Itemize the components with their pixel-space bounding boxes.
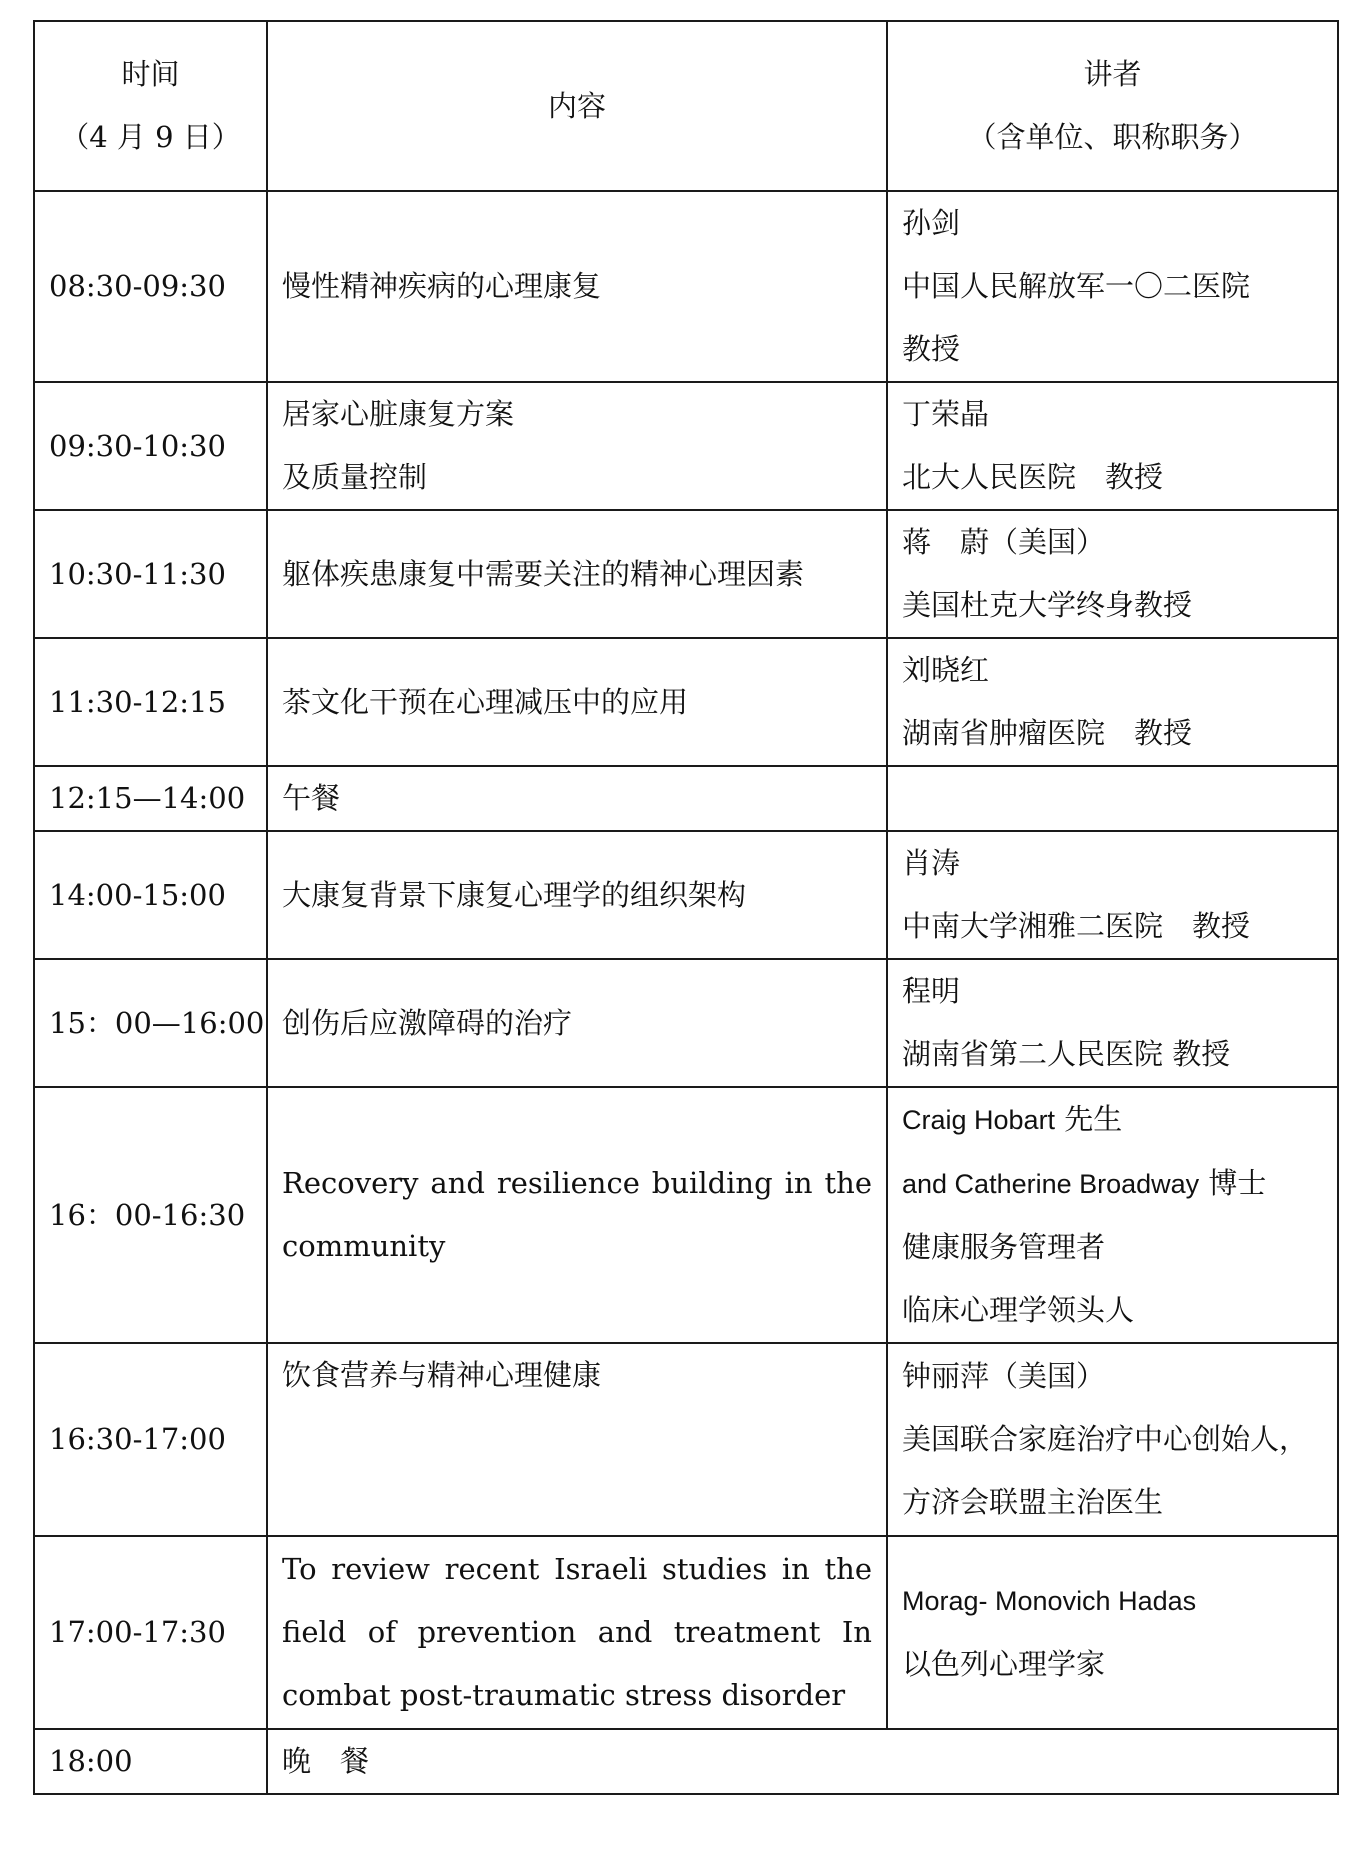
speaker-cell [887, 766, 1338, 831]
speaker-name: 丁荣晶 [902, 397, 990, 431]
header-time-cell [34, 21, 267, 191]
speaker-affiliation: 湖南省肿瘤医院 教授 [902, 716, 1193, 750]
content-cell [267, 510, 887, 638]
table-row [34, 766, 1338, 831]
content-cell: To review recent Israeli studies in the field of prevention and treatment In combat post-traumatic stress disorder [267, 1536, 887, 1729]
speaker-title: 教授 [902, 332, 961, 366]
speaker-affiliation: 美国杜克大学终身教授 [902, 588, 1193, 622]
speaker-cell [887, 1536, 1338, 1729]
speaker-name: 蒋 蔚（美国） [902, 525, 1106, 559]
header-date-label: （4 月 9 日） [60, 120, 241, 154]
speaker-affiliation: 美国联合家庭治疗中心创始人，方济会联盟主治医生 [902, 1422, 1309, 1519]
content-line: 饮食营养与精神心理健康 [282, 1358, 602, 1392]
speaker-honorific: 博士 [1208, 1166, 1267, 1200]
content-cell [267, 1343, 887, 1536]
schedule-table [33, 20, 1339, 1795]
table-row [34, 191, 1338, 382]
content-cell [267, 382, 887, 510]
speaker-name-en: and Catherine Broadway [902, 1169, 1200, 1199]
content-line: 创伤后应激障碍的治疗 [282, 1005, 573, 1040]
header-content-label: 内容 [547, 88, 606, 123]
content-line: 午餐 [282, 781, 341, 815]
speaker-cell [887, 831, 1338, 959]
time-cell: 09:30-10:30 [34, 382, 267, 510]
speaker-affiliation: 中南大学湘雅二医院 教授 [902, 909, 1251, 943]
speaker-title: 以色列心理学家 [902, 1646, 1106, 1681]
speaker-cell [887, 191, 1338, 382]
time-cell: 16:30-17:00 [34, 1343, 267, 1536]
time-cell: 16：00-16:30 [34, 1087, 267, 1343]
time-cell: 10:30-11:30 [34, 510, 267, 638]
header-content-cell [267, 21, 887, 191]
time-cell: 08:30-09:30 [34, 191, 267, 382]
content-cell [267, 638, 887, 766]
table-header-row [34, 21, 1338, 191]
speaker-name: 程明 [902, 974, 961, 1008]
table-row [34, 831, 1338, 959]
time-cell: 15：00—16:00 [34, 959, 267, 1087]
speaker-name: 肖涛 [902, 846, 961, 880]
speaker-name [902, 1088, 1323, 1152]
speaker-cell [887, 1343, 1338, 1536]
content-line: 大康复背景下康复心理学的组织架构 [282, 877, 747, 912]
header-speaker-label: 讲者 [1083, 57, 1142, 91]
speaker-honorific: 先生 [1064, 1102, 1123, 1136]
table-row [34, 959, 1338, 1087]
time-cell: 12:15—14:00 [34, 766, 267, 831]
header-time-label: 时间 [121, 57, 180, 91]
content-line: 躯体疾患康复中需要关注的精神心理因素 [282, 556, 805, 591]
content-cell [267, 831, 887, 959]
table-row [34, 510, 1338, 638]
speaker-name: 刘晓红 [902, 653, 990, 687]
header-speaker-note: （含单位、职称职务） [967, 120, 1258, 154]
content-cell [267, 959, 887, 1087]
content-line: 慢性精神疾病的心理康复 [282, 269, 602, 303]
table-row [34, 1087, 1338, 1343]
speaker-title: 临床心理学领头人 [902, 1293, 1135, 1327]
speaker-affiliation: 北大人民医院 教授 [902, 460, 1164, 494]
speaker-name: Morag- Monovich Hadas [902, 1585, 1197, 1616]
speaker-affiliation: 中国人民解放军一〇二医院 [902, 269, 1251, 303]
speaker-cell [887, 510, 1338, 638]
speaker-cell [887, 382, 1338, 510]
time-cell: 17:00-17:30 [34, 1536, 267, 1729]
speaker-cell [887, 959, 1338, 1087]
speaker-title: 健康服务管理者 [902, 1230, 1106, 1264]
table-row [34, 1729, 1338, 1794]
table-row [34, 638, 1338, 766]
speaker-name-en: Craig Hobart [902, 1105, 1056, 1135]
speaker-affiliation: 湖南省第二人民医院 教授 [902, 1037, 1231, 1071]
table-row [34, 1343, 1338, 1536]
speaker-name [902, 1152, 1323, 1216]
speaker-cell [887, 1087, 1338, 1343]
table-row [34, 1536, 1338, 1729]
time-cell: 14:00-15:00 [34, 831, 267, 959]
speaker-name: 钟丽萍（美国） [902, 1359, 1106, 1393]
content-line: 晚 餐 [282, 1744, 370, 1778]
content-line: 及质量控制 [282, 460, 428, 494]
table-row [34, 382, 1338, 510]
content-cell [267, 766, 887, 831]
content-cell: Recovery and resilience building in the community [267, 1087, 887, 1343]
speaker-name: 孙剑 [902, 206, 961, 240]
speaker-cell [887, 638, 1338, 766]
time-cell: 18:00 [34, 1729, 267, 1794]
header-speaker-cell [887, 21, 1338, 191]
content-cell [267, 1729, 1338, 1794]
time-cell: 11:30-12:15 [34, 638, 267, 766]
content-cell [267, 191, 887, 382]
content-line: 茶文化干预在心理减压中的应用 [282, 684, 689, 719]
content-line: 居家心脏康复方案 [282, 397, 515, 431]
